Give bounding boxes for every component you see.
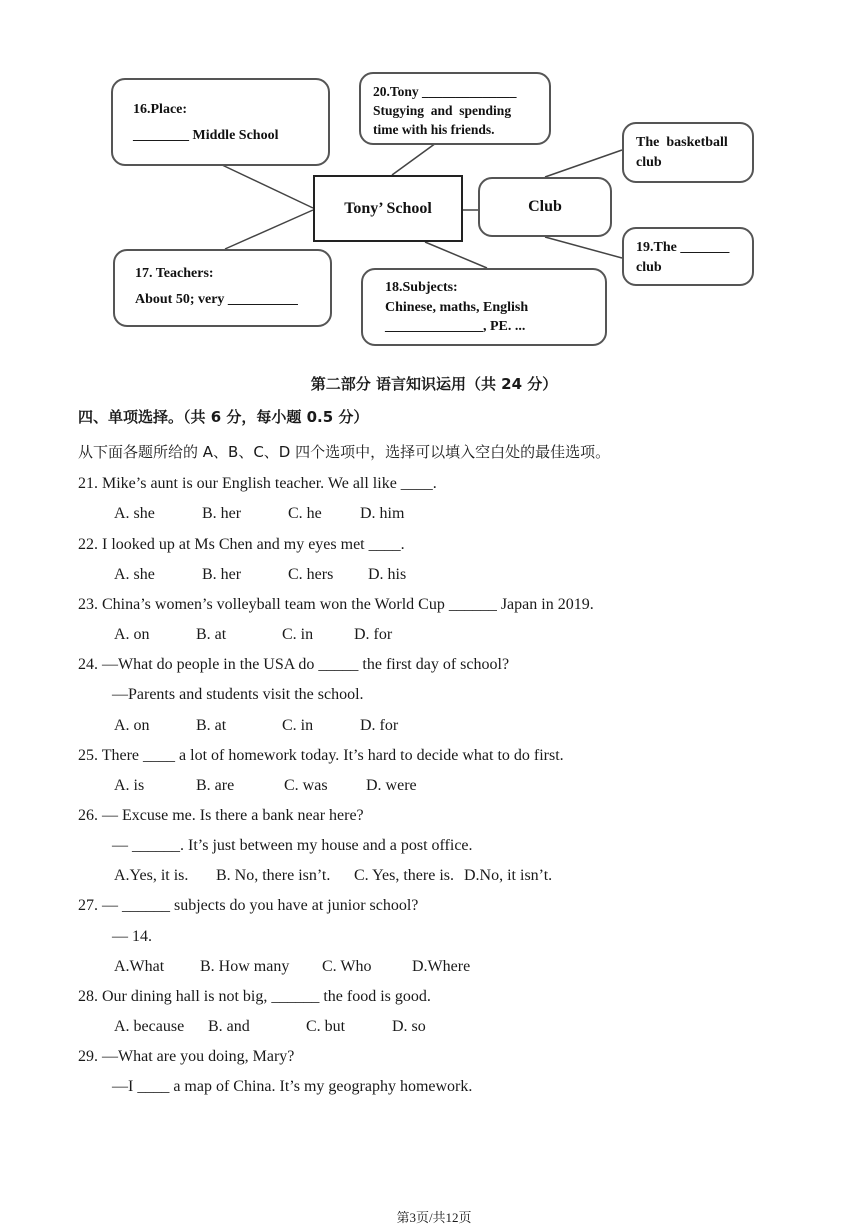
place-label: 16.Place: (133, 102, 188, 117)
connector-teachers (225, 210, 313, 249)
option-d: D. so (392, 1018, 426, 1035)
tony-node (359, 72, 551, 145)
question-21: 21. Mike’s aunt is our English teacher. We all like ____. (78, 475, 437, 492)
club19-label-1: 19.The _______ (636, 240, 730, 255)
teachers-node (113, 249, 332, 327)
club-node (478, 177, 612, 237)
option-d: D. for (354, 626, 393, 643)
club19-node (622, 227, 754, 286)
connector-basketball (545, 150, 622, 177)
option-b: B. her (202, 505, 242, 522)
subjects-label: 18.Subjects: (385, 280, 458, 295)
option-b: B. at (196, 626, 227, 643)
question-25: 25. There ____ a lot of homework today. It’s hard to decide what to do first. (78, 747, 564, 764)
question-29-reply: —I ____ a map of China. It’s my geography homework. (112, 1078, 473, 1095)
option-b: B. are (196, 777, 235, 794)
place-blank: ________ Middle School (133, 128, 279, 144)
option-b: B. at (196, 717, 227, 734)
question-28: 28. Our dining hall is not big, ______ the food is good. (78, 988, 431, 1005)
option-d: D.No, it isn’t. (464, 867, 553, 884)
option-b: B. How many (200, 958, 290, 975)
option-a: A. on (114, 626, 150, 643)
center-node (313, 175, 463, 242)
option-d: D.Where (412, 958, 471, 975)
subjects-detail-2: ______________, PE. ... (385, 319, 526, 335)
option-a: A. because (114, 1018, 185, 1035)
option-b: B. her (202, 566, 242, 583)
option-a: A.What (114, 958, 165, 975)
tony-label: 20.Tony ______________ (373, 84, 517, 99)
question-24: 24. —What do people in the USA do _____ the first day of school? (78, 656, 510, 673)
question-26: 26. — Excuse me. Is there a bank near here? (78, 807, 364, 824)
option-d: D. for (360, 717, 399, 734)
club-label: Club (528, 198, 562, 215)
connector-subjects (425, 242, 487, 268)
place-node (111, 78, 330, 166)
option-a: A. on (114, 717, 150, 734)
teachers-blank: About 50; very __________ (135, 292, 298, 308)
connector-club19 (545, 237, 622, 258)
basketball-node (622, 122, 754, 183)
option-c: C. was (284, 777, 328, 794)
option-c: C. Who (322, 958, 372, 975)
instruction-text: 从下面各题所给的 A、B、C、D 四个选项中，选择可以填入空白处的最佳选项。 (78, 443, 611, 461)
option-b: B. and (208, 1018, 250, 1035)
option-d: D. his (368, 566, 407, 583)
option-a: A.Yes, it is. (114, 867, 189, 884)
section-title: 四、单项选择。（共 6 分，每小题 0.5 分） (78, 408, 369, 426)
option-c: C. in (282, 717, 314, 734)
basketball-label-2: club (636, 155, 662, 171)
question-23: 23. China’s women’s volleyball team won the World Cup ______ Japan in 2019. (78, 596, 594, 613)
subjects-node (361, 268, 607, 346)
tony-detail-2: time with his friends. (373, 121, 495, 137)
subjects-detail-1: Chinese, maths, English (385, 299, 529, 315)
option-a: A. she (114, 566, 155, 583)
option-d: D. him (360, 505, 405, 522)
connector-tony (392, 143, 436, 175)
basketball-label-1: The basketball (636, 135, 728, 150)
part-heading: 第二部分 语言知识运用（共 24 分） (310, 375, 558, 393)
option-c: C. he (288, 505, 322, 522)
connector-place (220, 164, 313, 208)
question-29: 29. —What are you doing, Mary? (78, 1048, 295, 1065)
teachers-label: 17. Teachers: (135, 266, 214, 281)
question-27: 27. — ______ subjects do you have at junior school? (78, 897, 419, 914)
option-b: B. No, there isn’t. (216, 867, 331, 884)
question-27-reply: — 14. (112, 928, 152, 945)
tony-detail-1: Stugying and spending (373, 102, 512, 118)
option-c: C. Yes, there is. (354, 867, 455, 884)
center-label: Tony’ School (344, 199, 432, 217)
question-24-reply: —Parents and students visit the school. (112, 686, 364, 703)
club19-label-2: club (636, 260, 662, 276)
option-c: C. hers (288, 566, 334, 583)
question-26-reply: — ______. It’s just between my house and a post office. (112, 837, 473, 854)
option-d: D. were (366, 777, 417, 794)
option-c: C. in (282, 626, 314, 643)
option-c: C. but (306, 1018, 346, 1035)
option-a: A. is (114, 777, 145, 794)
mind-map (0, 0, 868, 360)
question-22: 22. I looked up at Ms Chen and my eyes met ____. (78, 536, 405, 553)
option-a: A. she (114, 505, 155, 522)
page-footer: 第3页/共12页 (396, 1210, 472, 1225)
